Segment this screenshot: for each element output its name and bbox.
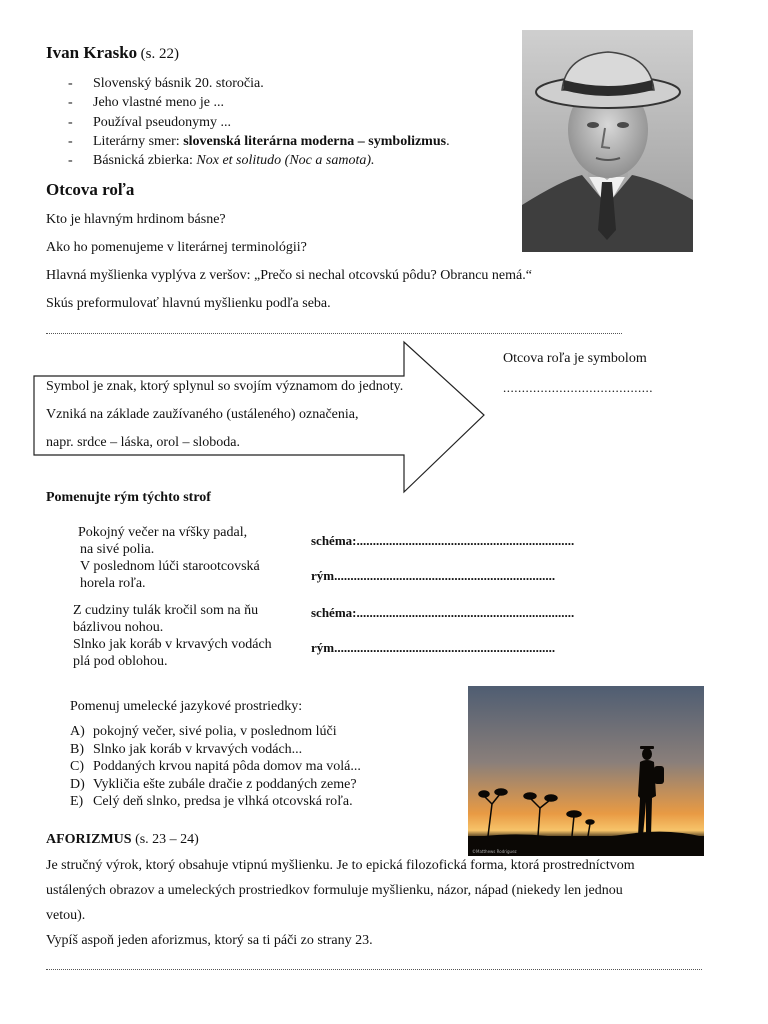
aforizmus-answer-line [46, 969, 702, 970]
devices-list [70, 723, 361, 811]
photo-credit: ©Matthews Rodriguez [472, 849, 517, 854]
sunset-silhouette-photo [468, 686, 704, 856]
aforizmus-page-ref: (s. 23 – 24) [135, 832, 199, 847]
stanza-2-line-2: bázlivou nohou. [73, 620, 164, 635]
task-reformulate: Skús preformulovať hlavnú myšlienku podľa seba. [46, 296, 331, 311]
author-portrait-photo [522, 30, 693, 252]
rhyme-section-heading: Pomenujte rým týchto strof [46, 490, 211, 505]
author-name: Ivan Krasko [46, 43, 138, 62]
symbol-definition-line-1: Symbol je znak, ktorý splynul so svojím významom do jednoty. [46, 379, 404, 394]
answer-dotted-line [46, 333, 622, 334]
page-reference: (s. 22) [140, 46, 179, 62]
aforizmus-task: Vypíš aspoň jeden aforizmus, ktorý sa ti páči zo strany 23. [46, 933, 373, 948]
symbol-definition-line-3: napr. srdce – láska, orol – sloboda. [46, 435, 241, 450]
list-item: C) Poddaných krvou napitá pôda domov ma volá... [70, 759, 361, 775]
aforizmus-paragraph-2: ustálených obrazov a umeleckých prostriedkov formuluje myšlienku, názor, nápad (niekedy len jednou [46, 883, 623, 898]
list-item: E) Celý deň slnko, predsa je vlhká otcovská roľa. [70, 794, 353, 810]
rym-field-1 [311, 567, 555, 585]
main-idea-quote: Hlavná myšlienka vyplýva z veršov: „Prečo si nechal otcovskú pôdu? Obrancu nemá.“ [46, 268, 532, 283]
schema-blank: ................................................................... [356, 533, 575, 548]
list-item: B) Slnko jak koráb v krvavých vodách... [70, 741, 303, 757]
question-hero: Kto je hlavným hrdinom básne? [46, 212, 226, 227]
stanza-1-line-1: Pokojný večer na vŕšky padal, [78, 525, 248, 540]
stanza-1-line-2: na sivé polia. [80, 542, 155, 557]
page-title [46, 44, 179, 64]
stanza-2-line-3: Slnko jak koráb v krvavých vodách [73, 637, 272, 652]
section-heading-otcova-rola: Otcova roľa [46, 180, 135, 199]
aforizmus-title: AFORIZMUS [46, 832, 132, 847]
stanza-2-line-4: plá pod oblohou. [73, 654, 168, 669]
aforizmus-paragraph-3: vetou). [46, 908, 86, 923]
symbol-prompt: Otcova roľa je symbolom [503, 351, 647, 366]
list-item: - Jeho vlastné meno je ... [68, 95, 225, 111]
rym-blank: .................................................................... [334, 640, 556, 655]
list-item: - Slovenský básnik 20. storočia. [68, 76, 264, 91]
stanza-2-line-1: Z cudziny tulák kročil som na ňu [73, 603, 259, 618]
symbol-definition-line-2: Vzniká na základe zaužívaného (ustáleného) označenia, [46, 407, 359, 422]
list-item: A) pokojný večer, sivé polia, v poslednom lúči [70, 724, 337, 739]
list-item: - Básnická zbierka: Nox et solitudo (Noc a samota). [68, 153, 375, 169]
rym-blank: .................................................................... [334, 568, 556, 583]
aforizmus-paragraph-1: Je stručný výrok, ktorý obsahuje vtipnú myšlienku. Je to epická filozofická forma, ktorá prostredníctvom [46, 858, 635, 873]
schema-field-1 [311, 532, 574, 550]
schema-label: schéma: [311, 533, 357, 548]
stanza-1-line-4: horela roľa. [80, 576, 146, 591]
symbol-answer-blank: ........................................ [503, 380, 653, 395]
aforizmus-heading [46, 831, 199, 849]
rym-label: rým [311, 568, 335, 583]
schema-blank: ................................................................... [356, 605, 575, 620]
list-item: D) Vykličia ešte zubále dračie z poddaných zeme? [70, 776, 357, 792]
devices-heading: Pomenuj umelecké jazykové prostriedky: [70, 699, 303, 714]
schema-label: schéma: [311, 605, 357, 620]
list-item: - Používal pseudonymy ... [68, 114, 232, 130]
rym-label: rým [311, 640, 335, 655]
stanza-1-line-3: V poslednom lúči starootcovská [80, 559, 260, 574]
schema-field-2 [311, 604, 574, 622]
list-item: - Literárny smer: slovenská literárna moderna – symbolizmus. [68, 133, 450, 149]
rym-field-2 [311, 639, 555, 657]
author-facts-list [68, 74, 450, 170]
question-terminology: Ako ho pomenujeme v literárnej terminológii? [46, 240, 307, 255]
